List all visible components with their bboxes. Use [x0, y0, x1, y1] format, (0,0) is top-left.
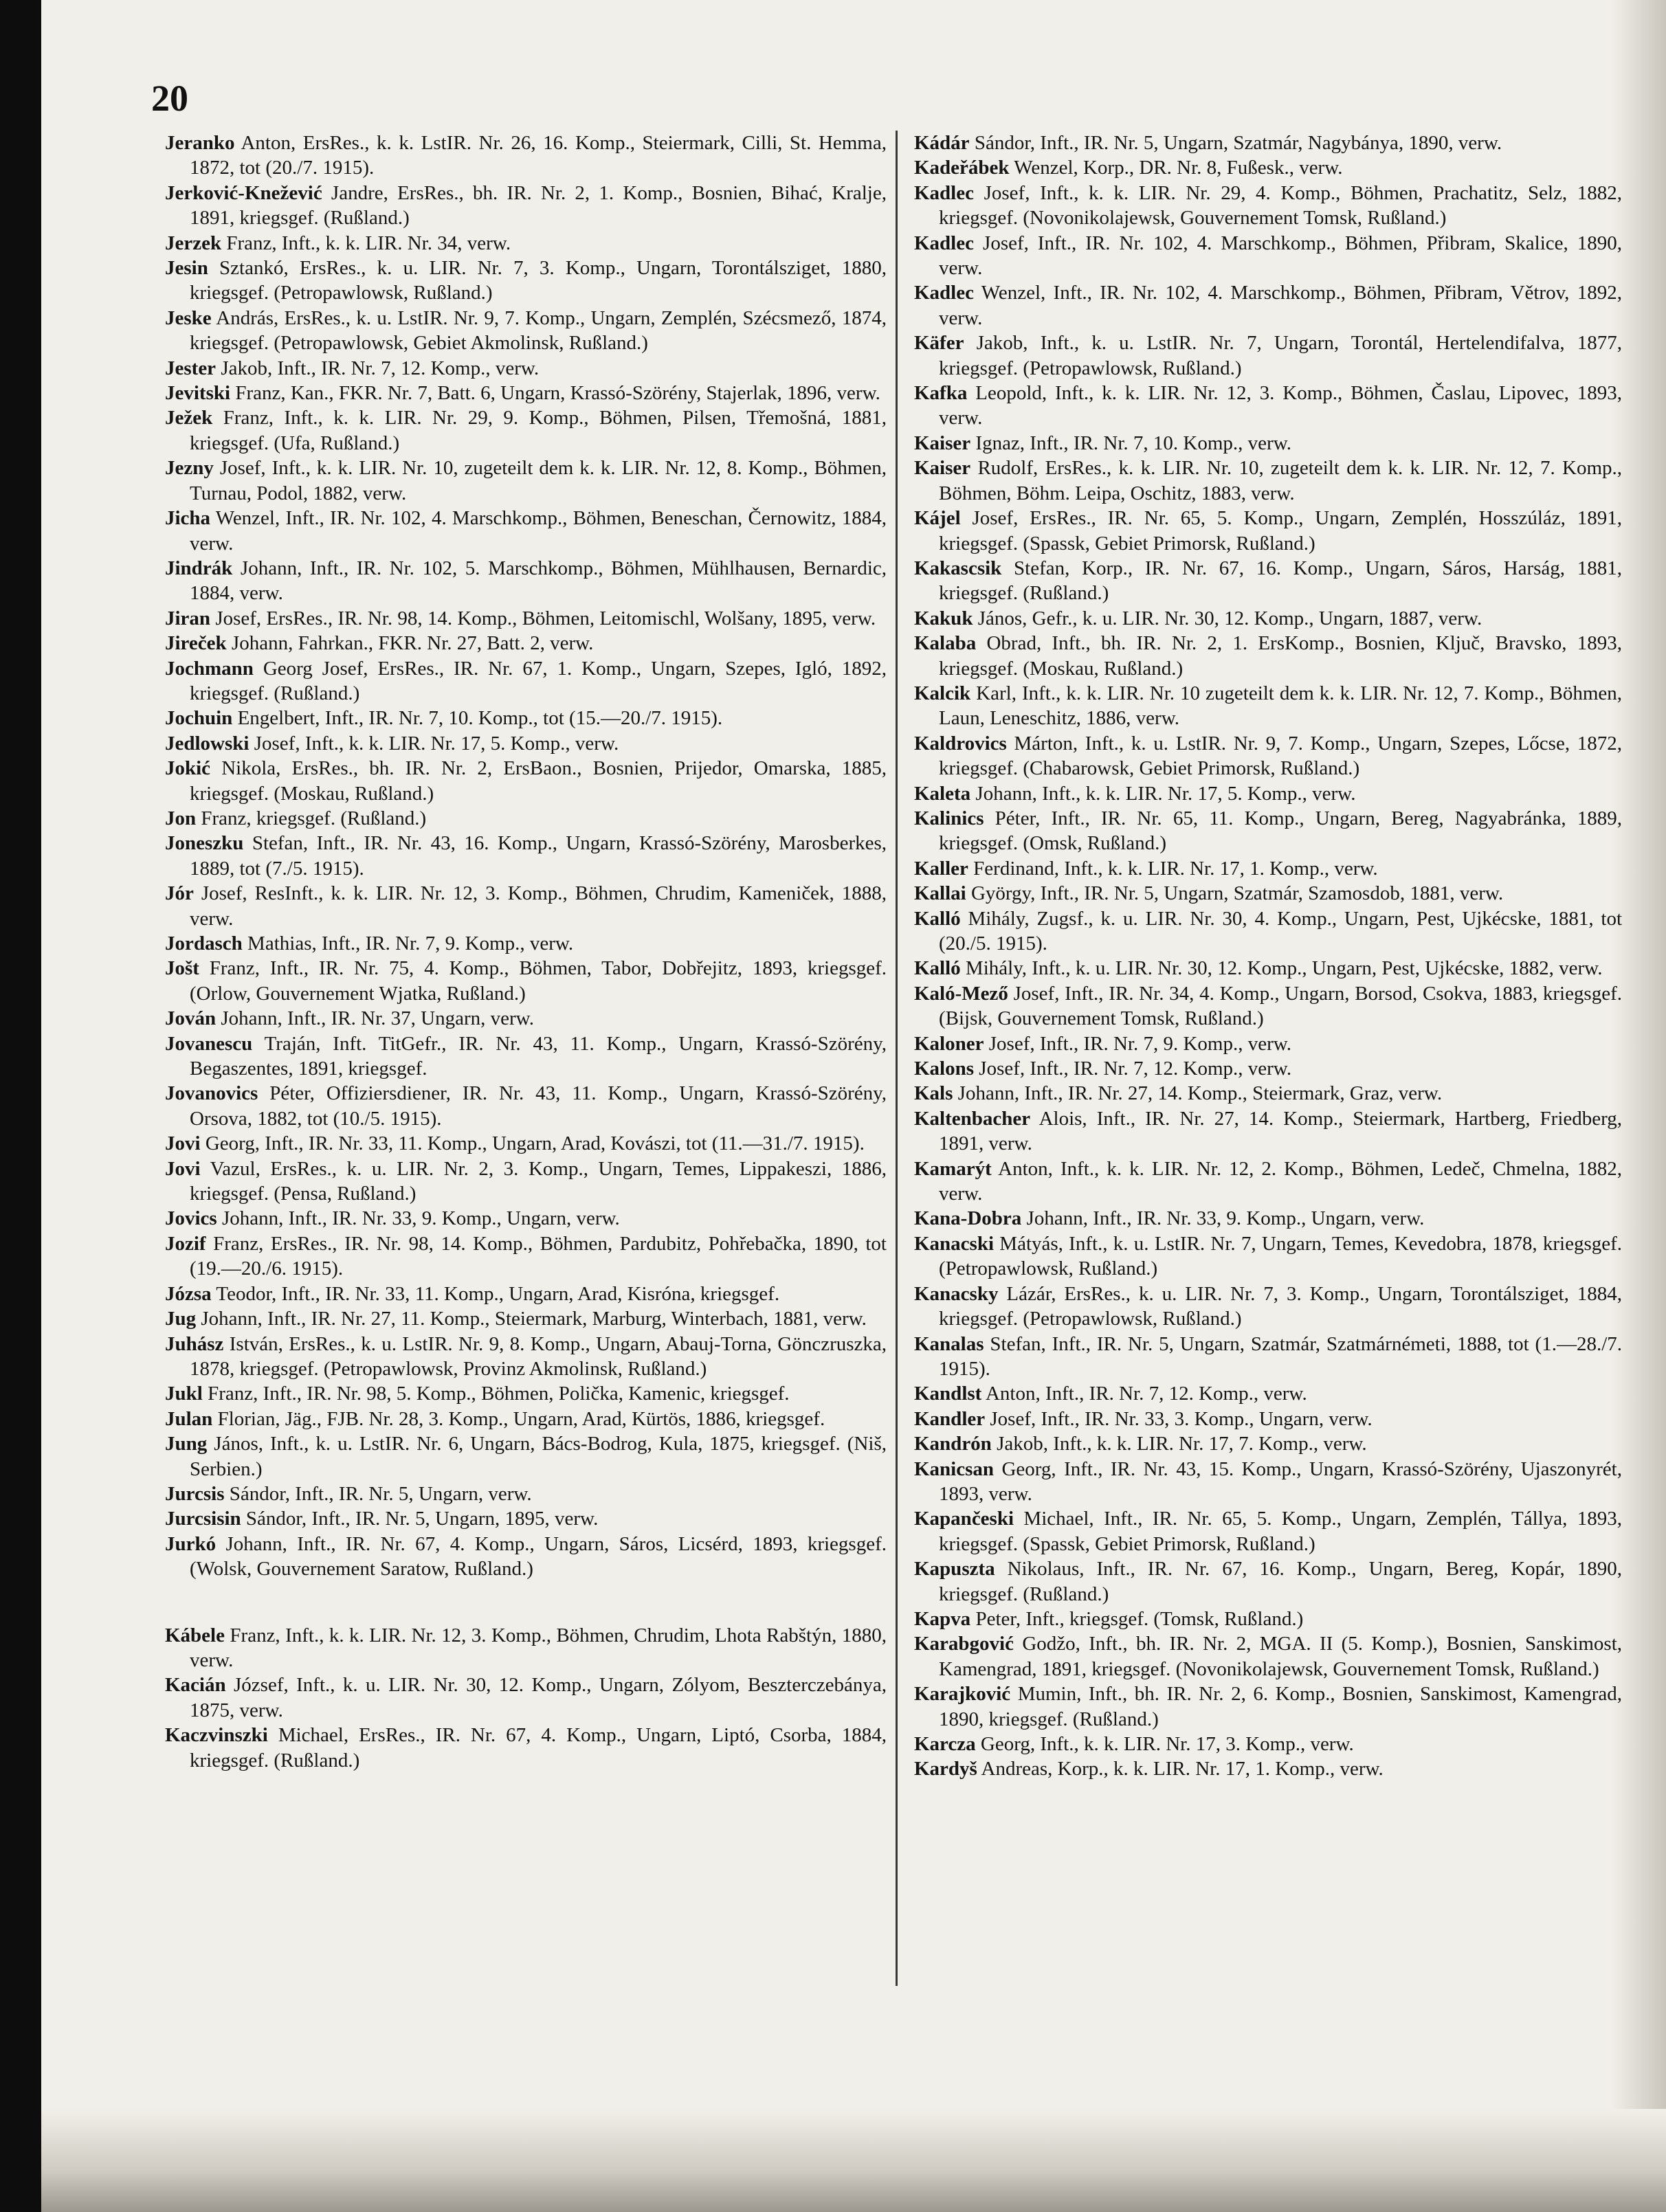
- entry-details: Ferdinand, Inft., k. k. LIR. Nr. 17, 1. Komp., verw.: [973, 857, 1378, 880]
- entry-surname: Kapva: [914, 1607, 971, 1630]
- entry-surname: Jevitski: [165, 382, 231, 405]
- register-entry: [165, 231, 887, 256]
- entry-surname: Kals: [914, 1082, 953, 1105]
- register-entry: [165, 756, 887, 806]
- entry-details: Franz, Inft., k. k. LIR. Nr. 12, 3. Komp., Böhmen, Chrudim, Lhota Rabštýn, 1880, verw.: [190, 1624, 887, 1671]
- register-entry: [165, 881, 887, 931]
- entry-details: Georg Josef, ErsRes., IR. Nr. 67, 1. Komp., Ungarn, Szepes, Igló, 1892, kriegsgef. (Rußland.): [190, 657, 887, 704]
- entry-details: József, Inft., k. u. LIR. Nr. 30, 12. Komp., Ungarn, Zólyom, Beszterczebánya, 1875, verw.: [190, 1674, 887, 1721]
- register-entry: [165, 1006, 887, 1031]
- entry-details: Johann, Inft., IR. Nr. 37, Ungarn, verw.: [221, 1007, 534, 1030]
- register-entry: [165, 256, 887, 306]
- entry-surname: Jór: [165, 882, 194, 905]
- entry-surname: Jován: [165, 1007, 216, 1030]
- register-entry: [165, 931, 887, 956]
- entry-surname: Julan: [165, 1407, 213, 1430]
- register-entry: [914, 956, 1622, 981]
- entry-details: Anton, Inft., k. k. LIR. Nr. 12, 2. Komp., Böhmen, Ledeč, Chmelna, 1882, verw.: [939, 1157, 1622, 1205]
- entry-surname: Jeranko: [165, 132, 235, 154]
- entry-surname: Jochmann: [165, 657, 254, 680]
- entry-details: Franz, Inft., k. k. LIR. Nr. 29, 9. Komp., Böhmen, Pilsen, Třemošná, 1881, kriegsgef. (Ufa, Rußland.): [190, 407, 887, 454]
- entry-details: Josef, Inft., k. k. LIR. Nr. 17, 5. Komp., verw.: [254, 732, 619, 755]
- column-divider: [896, 131, 898, 1986]
- register-entry: [914, 181, 1622, 231]
- entry-details: Sándor, Inft., IR. Nr. 5, Ungarn, 1895, verw.: [245, 1508, 599, 1530]
- entry-surname: Kanacski: [914, 1232, 995, 1255]
- entry-surname: Kamarýt: [914, 1157, 992, 1180]
- entry-details: Anton, ErsRes., k. k. LstIR. Nr. 26, 16. Komp., Steiermark, Cilli, St. Hemma, 1872, tot (20./7. 1915).: [190, 132, 887, 179]
- register-entry: [165, 1306, 887, 1331]
- entry-details: Florian, Jäg., FJB. Nr. 28, 3. Komp., Ungarn, Arad, Kürtös, 1886, kriegsgef.: [217, 1407, 825, 1430]
- entry-surname: Jindrák: [165, 557, 233, 579]
- entry-details: András, ErsRes., k. u. LstIR. Nr. 9, 7. Komp., Ungarn, Zemplén, Szécsmező, 1874, kriegsgef. (Petropawlowsk, Gebiet Akmolinsk, Rußland.): [190, 306, 887, 355]
- entry-details: Wenzel, Korp., DR. Nr. 8, Fußesk., verw.: [1014, 157, 1343, 179]
- register-entry: [165, 181, 887, 231]
- entry-details: Péter, Inft., IR. Nr. 65, 11. Komp., Ungarn, Bereg, Nagyabránka, 1889, kriegsgef. (Omsk, Rußland.): [939, 807, 1622, 855]
- entry-surname: Jeske: [165, 306, 212, 329]
- entry-surname: Jon: [165, 807, 197, 829]
- entry-details: Jandre, ErsRes., bh. IR. Nr. 2, 1. Komp., Bosnien, Bihać, Kralje, 1891, kriegsgef. (Rußland.): [190, 181, 887, 230]
- entry-details: Péter, Offiziersdiener, IR. Nr. 43, 11. Komp., Ungarn, Krassó-Szörény, Orsova, 1882, tot (10./5. 1915).: [190, 1082, 887, 1130]
- entry-details: Franz, Inft., IR. Nr. 75, 4. Komp., Böhmen, Tabor, Dobřejitz, 1893, kriegsgef. (Orlow, Gouvernement Wjatka, Rußland.): [190, 957, 887, 1005]
- entry-details: Stefan, Inft., IR. Nr. 43, 16. Komp., Ungarn, Krassó-Szörény, Marosberkes, 1889, tot (7./5. 1915).: [190, 832, 887, 880]
- register-entry: [914, 781, 1622, 806]
- entry-surname: Kana-Dobra: [914, 1207, 1022, 1230]
- entry-details: Josef, ResInft., k. k. LIR. Nr. 12, 3. Komp., Böhmen, Chrudim, Kameniček, 1888, verw.: [190, 882, 887, 930]
- register-entry: [914, 1407, 1622, 1431]
- entry-details: Nikola, ErsRes., bh. IR. Nr. 2, ErsBaon., Bosnien, Prijedor, Omarska, 1885, kriegsgef. (Moskau, Rußland.): [190, 757, 887, 805]
- entry-surname: Kalons: [914, 1058, 975, 1080]
- entry-surname: Jedlowski: [165, 732, 249, 755]
- register-entry: [165, 456, 887, 506]
- register-entry: [165, 1206, 887, 1231]
- register-entry: [914, 1607, 1622, 1631]
- entry-details: Josef, Inft., k. k. LIR. Nr. 10, zugeteilt dem k. k. LIR. Nr. 12, 8. Komp., Böhmen, Turnau, Podol, 1882, verw.: [190, 457, 887, 504]
- entry-details: Sándor, Inft., IR. Nr. 5, Ungarn, Szatmár, Nagybánya, 1890, verw.: [974, 132, 1502, 154]
- entry-surname: Kalaba: [914, 632, 977, 655]
- page-bottom-shadow: [41, 2109, 1666, 2212]
- register-entry: [165, 956, 887, 1006]
- entry-surname: Kaiser: [914, 432, 971, 454]
- register-entry: [165, 1673, 887, 1723]
- register-entry: [165, 1431, 887, 1482]
- entry-surname: Kakuk: [914, 607, 973, 629]
- entry-details: Obrad, Inft., bh. IR. Nr. 2, 1. ErsKomp., Bosnien, Ključ, Bravsko, 1893, kriegsgef. (Moskau, Rußland.): [939, 632, 1622, 680]
- register-entry: [165, 381, 887, 405]
- register-entry: [914, 881, 1622, 906]
- entry-surname: Jug: [165, 1308, 197, 1330]
- entry-details: János, Inft., k. u. LstIR. Nr. 6, Ungarn, Bács-Bodrog, Kula, 1875, kriegsgef. (Niš, Serbien.): [190, 1433, 887, 1480]
- register-entry: [165, 656, 887, 706]
- entry-details: Georg, Inft., IR. Nr. 43, 15. Komp., Ungarn, Krassó-Szörény, Ujaszonyrét, 1893, verw.: [939, 1457, 1622, 1505]
- entry-surname: Kábele: [165, 1624, 225, 1646]
- entry-surname: Kandlst: [914, 1383, 982, 1405]
- entry-surname: Kaltenbacher: [914, 1107, 1031, 1130]
- register-entry: [914, 1756, 1622, 1781]
- register-entry: [914, 681, 1622, 731]
- entry-surname: Kapuszta: [914, 1558, 995, 1580]
- register-entry: [165, 1282, 887, 1306]
- entry-details: Stefan, Inft., IR. Nr. 5, Ungarn, Szatmár, Szatmárnémeti, 1888, tot (1.—28./7. 1915).: [939, 1332, 1623, 1380]
- entry-details: Johann, Inft., IR. Nr. 33, 9. Komp., Ungarn, verw.: [1026, 1207, 1425, 1230]
- entry-surname: Jurcsis: [165, 1482, 225, 1505]
- entry-details: Wenzel, Inft., IR. Nr. 102, 4. Marschkomp., Böhmen, Přibram, Větrov, 1892, verw.: [939, 282, 1622, 329]
- entry-details: Godžo, Inft., bh. IR. Nr. 2, MGA. II (5. Komp.), Bosnien, Sanskimost, Kamengrad, 1891, kriegsgef. (Novonikolajewsk, Gouvernement Tomsk, Rußland.): [939, 1633, 1623, 1680]
- entry-details: Mathias, Inft., IR. Nr. 7, 9. Komp., verw.: [247, 932, 574, 954]
- entry-details: György, Inft., IR. Nr. 5, Ungarn, Szatmár, Szamosdob, 1881, verw.: [970, 882, 1504, 905]
- register-entry: [914, 1332, 1622, 1382]
- register-entry: [914, 1056, 1622, 1081]
- entry-details: Márton, Inft., k. u. LstIR. Nr. 9, 7. Komp., Ungarn, Szepes, Lőcse, 1872, kriegsgef. (Chabarowsk, Gebiet Primorsk, Rußland.): [939, 732, 1623, 780]
- register-entry: [165, 1532, 887, 1582]
- entry-surname: Jordasch: [165, 932, 243, 954]
- entry-surname: Kadlec: [914, 232, 974, 254]
- entry-surname: Kardyš: [914, 1758, 977, 1780]
- entry-details: Jakob, Inft., k. u. LstIR. Nr. 7, Ungarn, Torontál, Hertelendifalva, 1877, kriegsgef. (Petropawlowsk, Rußland.): [939, 332, 1622, 379]
- left-column: [165, 131, 887, 1773]
- entry-details: Johann, Inft., IR. Nr. 67, 4. Komp., Ungarn, Sáros, Licsérd, 1893, kriegsgef. (Wolsk, Gouvernement Saratow, Rußland.): [190, 1532, 887, 1580]
- entry-details: Stefan, Korp., IR. Nr. 67, 16. Komp., Ungarn, Sáros, Harság, 1881, kriegsgef. (Rußland.): [939, 557, 1622, 605]
- entry-surname: Jezny: [165, 457, 214, 480]
- register-entry: [165, 1623, 887, 1673]
- register-entry: [165, 1482, 887, 1506]
- entry-details: Franz, kriegsgef. (Rußland.): [201, 807, 427, 829]
- entry-surname: Karabgović: [914, 1633, 1014, 1655]
- right-column: [914, 131, 1622, 1782]
- entry-surname: Jovics: [165, 1207, 217, 1230]
- register-entry: [914, 1031, 1622, 1056]
- entry-surname: Jireček: [165, 632, 227, 655]
- entry-details: Johann, Inft., IR. Nr. 27, 14. Komp., Steiermark, Graz, verw.: [957, 1082, 1443, 1105]
- entry-surname: Jester: [165, 357, 216, 379]
- register-entry: [914, 231, 1622, 281]
- entry-surname: Kaczvinszki: [165, 1724, 268, 1747]
- register-entry: [914, 280, 1622, 331]
- register-entry: [165, 1131, 887, 1156]
- register-entry: [914, 731, 1622, 781]
- register-entry: [914, 981, 1622, 1031]
- register-entry: [165, 1157, 887, 1207]
- register-entry: [914, 1556, 1622, 1607]
- entry-details: István, ErsRes., k. u. LstIR. Nr. 9, 8. Komp., Ungarn, Abauj-Torna, Gönczruszka, 1878, kriegsgef. (Petropawlowsk, Provinz Akmolinsk, Rußland.): [190, 1332, 887, 1380]
- entry-surname: Jochuin: [165, 707, 233, 730]
- entry-details: Rudolf, ErsRes., k. k. LIR. Nr. 10, zugeteilt dem k. k. LIR. Nr. 12, 7. Komp., Böhmen, Böhm. Leipa, Oschitz, 1883, verw.: [939, 457, 1622, 504]
- entry-surname: Kadlec: [914, 181, 974, 204]
- entry-surname: Kadlec: [914, 282, 974, 304]
- entry-details: Josef, Inft., IR. Nr. 7, 12. Komp., verw.: [979, 1058, 1292, 1080]
- entry-surname: Kapančeski: [914, 1508, 1014, 1530]
- register-entry: [914, 1081, 1622, 1106]
- entry-surname: Kanacsky: [914, 1282, 999, 1305]
- entry-details: Vazul, ErsRes., k. u. LIR. Nr. 2, 3. Komp., Ungarn, Temes, Lippakeszi, 1886, kriegsgef. (Pensa, Rußland.): [190, 1157, 887, 1205]
- entry-details: Engelbert, Inft., IR. Nr. 7, 10. Komp., tot (15.—20./7. 1915).: [237, 707, 723, 730]
- entry-surname: Kanicsan: [914, 1457, 995, 1480]
- register-entry: [914, 431, 1622, 456]
- entry-surname: Kalló: [914, 957, 961, 980]
- entry-surname: Jurcsisin: [165, 1508, 241, 1530]
- entry-surname: Karajković: [914, 1683, 1011, 1706]
- entry-details: Lázár, ErsRes., k. u. LIR. Nr. 7, 3. Komp., Ungarn, Torontálsziget, 1884, kriegsgef. (Petropawlowsk, Rußland.): [939, 1282, 1623, 1330]
- register-entry: [165, 1332, 887, 1382]
- entry-surname: Kájel: [914, 507, 961, 530]
- entry-details: Michael, ErsRes., IR. Nr. 67, 4. Komp., Ungarn, Liptó, Csorba, 1884, kriegsgef. (Rußland.): [190, 1724, 887, 1772]
- register-entry: [914, 456, 1622, 506]
- entry-surname: Kadeřábek: [914, 157, 1010, 179]
- page-number: 20: [151, 78, 188, 119]
- entry-details: Johann, Inft., IR. Nr. 102, 5. Marschkomp., Böhmen, Mühlhausen, Bernardic, 1884, verw.: [190, 557, 887, 605]
- register-entry: [914, 906, 1622, 957]
- entry-details: Karl, Inft., k. k. LIR. Nr. 10 zugeteilt dem k. k. LIR. Nr. 12, 7. Komp., Böhmen, Laun, Leneschitz, 1886, verw.: [939, 682, 1623, 730]
- entry-surname: Jošt: [165, 957, 199, 980]
- register-entry: [165, 631, 887, 656]
- entry-details: Franz, Inft., k. k. LIR. Nr. 34, verw.: [226, 232, 511, 254]
- entry-details: Jakob, Inft., IR. Nr. 7, 12. Komp., verw.: [221, 357, 540, 379]
- entry-surname: Jung: [165, 1433, 208, 1455]
- register-entry: [165, 606, 887, 631]
- entry-details: Johann, Inft., k. k. LIR. Nr. 17, 5. Komp., verw.: [975, 782, 1356, 805]
- entry-details: Josef, Inft., IR. Nr. 33, 3. Komp., Ungarn, verw.: [990, 1407, 1373, 1430]
- register-entry: [165, 1031, 887, 1082]
- entry-surname: Kádár: [914, 132, 970, 154]
- entry-surname: Joneszku: [165, 832, 244, 855]
- entry-details: Georg, Inft., IR. Nr. 33, 11. Komp., Ungarn, Arad, Kovászi, tot (11.—31./7. 1915).: [205, 1132, 865, 1155]
- entry-details: Josef, Inft., IR. Nr. 7, 9. Komp., verw.: [988, 1032, 1292, 1055]
- entry-surname: Juhász: [165, 1332, 224, 1355]
- register-entry: [914, 155, 1622, 180]
- entry-details: Mumin, Inft., bh. IR. Nr. 2, 6. Komp., Bosnien, Sanskimost, Kamengrad, 1890, kriegsgef. (Rußland.): [939, 1683, 1623, 1730]
- entry-surname: Jovi: [165, 1157, 201, 1180]
- register-entry: [165, 131, 887, 181]
- entry-details: Leopold, Inft., k. k. LIR. Nr. 12, 3. Komp., Böhmen, Časlau, Lipovec, 1893, verw.: [939, 382, 1623, 429]
- entry-surname: Kandler: [914, 1407, 986, 1430]
- entry-surname: Jovanovics: [165, 1082, 258, 1105]
- entry-surname: Kafka: [914, 382, 968, 405]
- register-entry: [165, 1231, 887, 1282]
- register-entry: [165, 306, 887, 356]
- entry-details: Jakob, Inft., k. k. LIR. Nr. 17, 7. Komp., verw.: [997, 1433, 1367, 1455]
- register-entry: [914, 1732, 1622, 1756]
- register-entry: [165, 1506, 887, 1531]
- entry-details: Anton, Inft., IR. Nr. 7, 12. Komp., verw.: [985, 1383, 1307, 1405]
- register-entry: [165, 831, 887, 881]
- entry-surname: Kandrón: [914, 1433, 992, 1455]
- entry-details: Teodor, Inft., IR. Nr. 33, 11. Komp., Ungarn, Arad, Kisróna, kriegsgef.: [216, 1282, 780, 1305]
- entry-details: Alois, Inft., IR. Nr. 27, 14. Komp., Steiermark, Hartberg, Friedberg, 1891, verw.: [939, 1107, 1623, 1155]
- register-entry: [914, 1631, 1622, 1682]
- entry-surname: Jukl: [165, 1383, 203, 1405]
- entry-details: Nikolaus, Inft., IR. Nr. 67, 16. Komp., Ungarn, Bereg, Kopár, 1890, kriegsgef. (Rußland.): [939, 1558, 1622, 1605]
- entry-details: Sztankó, ErsRes., k. u. LIR. Nr. 7, 3. Komp., Ungarn, Torontálsziget, 1880, kriegsgef. (Petropawlowsk, Rußland.): [190, 257, 887, 304]
- entry-surname: Jovi: [165, 1132, 201, 1155]
- entry-details: Mihály, Inft., k. u. LIR. Nr. 30, 12. Komp., Ungarn, Pest, Ujkécske, 1882, verw.: [965, 957, 1603, 980]
- register-entry: [914, 856, 1622, 881]
- entry-surname: Kaldrovics: [914, 732, 1007, 755]
- register-entry: [914, 1157, 1622, 1207]
- register-entry: [914, 1106, 1622, 1157]
- entry-details: Michael, Inft., IR. Nr. 65, 5. Komp., Ungarn, Zemplén, Tállya, 1893, kriegsgef. (Spassk, Gebiet Primorsk, Rußland.): [939, 1508, 1622, 1555]
- entry-details: Johann, Inft., IR. Nr. 33, 9. Komp., Ungarn, verw.: [221, 1207, 620, 1230]
- register-entry: [914, 556, 1622, 606]
- register-entry: [914, 1506, 1622, 1556]
- register-entry: [914, 1457, 1622, 1507]
- entry-surname: Kakascsik: [914, 557, 1002, 579]
- register-entry: [165, 356, 887, 381]
- entry-details: Johann, Fahrkan., FKR. Nr. 27, Batt. 2, verw.: [231, 632, 594, 655]
- entry-details: Josef, Inft., IR. Nr. 102, 4. Marschkomp., Böhmen, Přibram, Skalice, 1890, verw.: [939, 232, 1623, 280]
- entry-details: Mihály, Zugsf., k. u. LIR. Nr. 30, 4. Komp., Ungarn, Pest, Ujkécske, 1881, tot (20./5. 1915).: [939, 907, 1623, 954]
- entry-surname: Jokić: [165, 757, 211, 780]
- entry-details: János, Gefr., k. u. LIR. Nr. 30, 12. Komp., Ungarn, 1887, verw.: [977, 607, 1482, 629]
- register-entry: [165, 1407, 887, 1431]
- entry-details: Josef, Inft., k. k. LIR. Nr. 29, 4. Komp., Böhmen, Prachatitz, Selz, 1882, kriegsgef. (Novonikolajewsk, Gouvernement Tomsk, Rußland.): [939, 181, 1622, 230]
- register-entry: [914, 1206, 1622, 1231]
- register-entry: [914, 606, 1622, 631]
- entry-surname: Kaló-Mező: [914, 982, 1008, 1005]
- entry-surname: Kaller: [914, 857, 968, 880]
- entry-surname: Kalcik: [914, 682, 971, 704]
- entry-surname: Jicha: [165, 507, 211, 530]
- entry-details: Franz, ErsRes., IR. Nr. 98, 14. Komp., Böhmen, Pardubitz, Pohřebačka, 1890, tot (19.—20./6. 1915).: [190, 1232, 887, 1280]
- register-entry: [165, 556, 887, 606]
- register-entry: [165, 506, 887, 556]
- register-entry: [914, 331, 1622, 381]
- register-entry: [914, 1231, 1622, 1282]
- entry-details: Franz, Kan., FKR. Nr. 7, Batt. 6, Ungarn, Krassó-Szörény, Stajerlak, 1896, verw.: [235, 382, 880, 405]
- entry-surname: Kaleta: [914, 782, 971, 805]
- register-entry: [914, 131, 1622, 155]
- register-entry: [914, 1381, 1622, 1406]
- register-entry: [914, 1431, 1622, 1456]
- register-entry: [165, 1723, 887, 1773]
- register-entry: [914, 381, 1622, 431]
- register-entry: [914, 806, 1622, 856]
- entry-details: Traján, Inft. TitGefr., IR. Nr. 43, 11. Komp., Ungarn, Krassó-Szörény, Begaszentes, 1891, kriegsgef.: [190, 1032, 887, 1080]
- register-entry: [914, 631, 1622, 681]
- entry-surname: Kalló: [914, 907, 961, 930]
- entry-details: Mátyás, Inft., k. u. LstIR. Nr. 7, Ungarn, Temes, Kevedobra, 1878, kriegsgef. (Petropawlowsk, Rußland.): [939, 1232, 1623, 1280]
- entry-surname: Jozif: [165, 1232, 206, 1255]
- entry-surname: Józsa: [165, 1282, 212, 1305]
- entry-surname: Ježek: [165, 407, 213, 429]
- entry-surname: Jurkó: [165, 1532, 216, 1555]
- entry-surname: Karcza: [914, 1733, 976, 1755]
- entry-surname: Kacián: [165, 1674, 226, 1697]
- entry-details: Johann, Inft., IR. Nr. 27, 11. Komp., Steiermark, Marburg, Winterbach, 1881, verw.: [201, 1308, 867, 1330]
- register-entry: [914, 1682, 1622, 1732]
- entry-surname: Jesin: [165, 257, 208, 280]
- entry-surname: Jiran: [165, 607, 211, 629]
- register-entry: [165, 1381, 887, 1406]
- entry-surname: Kaloner: [914, 1032, 984, 1055]
- register-entry: [165, 1081, 887, 1131]
- entry-details: Josef, ErsRes., IR. Nr. 98, 14. Komp., Böhmen, Leitomischl, Wolšany, 1895, verw.: [215, 607, 876, 629]
- entry-details: Josef, ErsRes., IR. Nr. 65, 5. Komp., Ungarn, Zemplén, Hosszúláz, 1891, kriegsgef. (Spassk, Gebiet Primorsk, Rußland.): [939, 507, 1622, 555]
- entry-surname: Kalinics: [914, 807, 984, 829]
- entry-details: Ignaz, Inft., IR. Nr. 7, 10. Komp., verw.: [975, 432, 1292, 454]
- register-entry: [165, 731, 887, 756]
- register-entry: [165, 706, 887, 730]
- register-entry: [914, 1282, 1622, 1332]
- entry-surname: Käfer: [914, 332, 964, 355]
- entry-surname: Kanalas: [914, 1332, 984, 1355]
- entry-surname: Kallai: [914, 882, 966, 905]
- register-entry: [165, 405, 887, 456]
- entry-surname: Jerković-Knežević: [165, 181, 322, 204]
- entry-surname: Jerzek: [165, 232, 222, 254]
- entry-details: Wenzel, Inft., IR. Nr. 102, 4. Marschkomp., Böhmen, Beneschan, Černowitz, 1884, verw.: [190, 507, 887, 555]
- entry-details: Andreas, Korp., k. k. LIR. Nr. 17, 1. Komp., verw.: [981, 1758, 1384, 1780]
- entry-surname: Kaiser: [914, 457, 971, 480]
- entry-details: Josef, Inft., IR. Nr. 34, 4. Komp., Ungarn, Borsod, Csokva, 1883, kriegsgef. (Bijsk, Gouvernement Tomsk, Rußland.): [939, 982, 1623, 1030]
- entry-surname: Jovanescu: [165, 1032, 253, 1055]
- register-entry: [165, 806, 887, 831]
- entry-details: Sándor, Inft., IR. Nr. 5, Ungarn, verw.: [229, 1482, 532, 1505]
- entry-details: Peter, Inft., kriegsgef. (Tomsk, Rußland.): [975, 1607, 1304, 1630]
- entry-details: Franz, Inft., IR. Nr. 98, 5. Komp., Böhmen, Polička, Kamenic, kriegsgef.: [208, 1383, 790, 1405]
- register-entry: [914, 506, 1622, 556]
- entry-details: Georg, Inft., k. k. LIR. Nr. 17, 3. Komp., verw.: [980, 1733, 1354, 1755]
